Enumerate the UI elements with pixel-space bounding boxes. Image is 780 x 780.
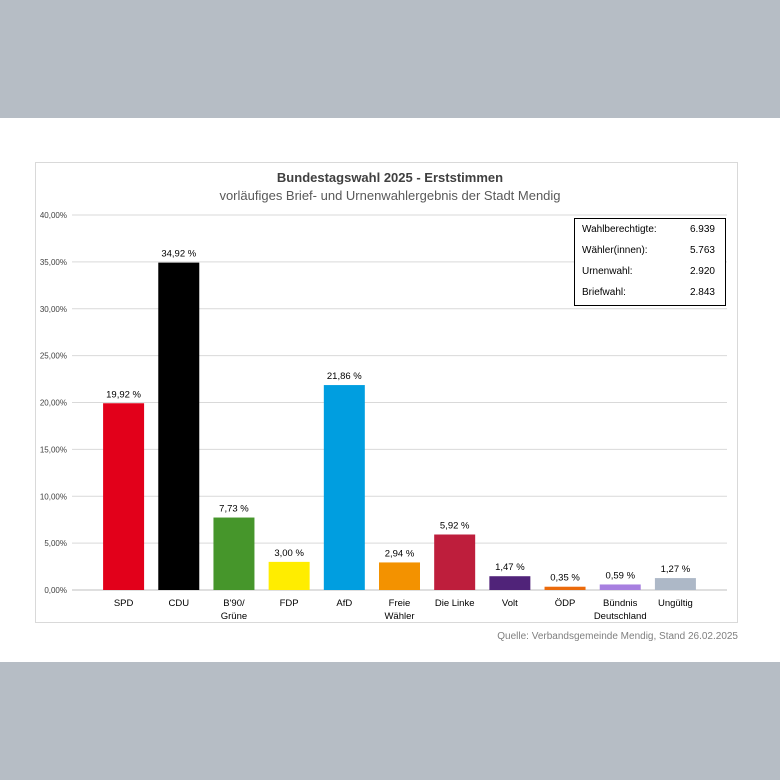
stats-box: [574, 218, 726, 306]
data-label: 1,27 %: [660, 564, 691, 576]
data-label: 1,47 %: [495, 562, 525, 574]
y-tick-label: 15,00%: [39, 445, 67, 455]
data-label: 21,86 %: [326, 371, 362, 383]
bar: [103, 403, 144, 590]
stats-label: Briefwahl:: [582, 287, 626, 298]
stats-row-eligible: [582, 224, 718, 238]
bar: [545, 587, 586, 590]
y-tick-label: 35,00%: [39, 257, 67, 267]
bar: [434, 535, 475, 591]
bar: [213, 518, 254, 590]
x-tick-label: SPD: [113, 598, 134, 609]
y-tick-label: 0,00%: [44, 586, 67, 595]
x-tick-label: Ungültig: [657, 598, 693, 609]
y-tick-label: 25,00%: [39, 351, 67, 361]
y-tick-label: 10,00%: [39, 492, 67, 502]
bar: [655, 578, 696, 590]
bar: [489, 576, 530, 590]
x-tick-label: B'90/: [223, 598, 245, 609]
y-tick-label: 30,00%: [39, 304, 67, 314]
bar: [269, 562, 310, 590]
data-label: 34,92 %: [161, 248, 197, 260]
bar: [324, 385, 365, 590]
stats-value: 6.939: [689, 224, 715, 235]
stats-label: Wahlberechtigte:: [582, 224, 657, 235]
data-label: 7,73 %: [219, 503, 249, 515]
bar: [158, 263, 199, 590]
x-tick-label: Wähler: [384, 611, 415, 622]
stats-label: Urnenwahl:: [582, 266, 633, 277]
chart-title: Bundestagswahl 2025 - Erststimmen: [276, 170, 504, 185]
stats-value: 5.763: [689, 245, 715, 256]
chart-subtitle: vorläufiges Brief- und Urnenwahlergebnis der Stadt Mendig: [219, 188, 561, 203]
x-tick-label: AfD: [336, 598, 353, 609]
stats-value: 2.843: [689, 287, 715, 298]
stats-row-urn: [582, 266, 718, 280]
x-tick-label: ÖDP: [554, 598, 576, 609]
source-note: Quelle: Verbandsgemeinde Mendig, Stand 26.02.2025: [497, 631, 738, 642]
x-tick-label: Freie: [388, 598, 411, 609]
data-label: 0,35 %: [550, 572, 580, 584]
stats-value: 2.920: [689, 266, 715, 277]
x-tick-label: Volt: [501, 598, 518, 609]
bar: [379, 562, 420, 590]
y-tick-label: 40,00%: [39, 211, 67, 220]
data-label: 0,59 %: [605, 570, 636, 582]
data-label: 2,94 %: [384, 548, 415, 560]
x-tick-label: FDP: [279, 598, 299, 609]
data-label: 5,92 %: [439, 520, 470, 532]
x-tick-label: Grüne: [220, 611, 248, 622]
bar: [600, 584, 641, 590]
data-label: 19,92 %: [106, 389, 142, 401]
stats-row-voters: [582, 245, 718, 259]
stats-label: Wähler(innen):: [582, 245, 648, 256]
y-tick-label: 5,00%: [44, 539, 67, 549]
stats-row-postal: [582, 287, 718, 301]
x-tick-label: Deutschland: [593, 611, 647, 622]
x-tick-label: Die Linke: [434, 598, 475, 609]
y-tick-label: 20,00%: [39, 398, 67, 408]
x-tick-label: CDU: [168, 598, 190, 609]
x-tick-label: Bündnis: [603, 598, 638, 609]
data-label: 3,00 %: [274, 547, 304, 559]
